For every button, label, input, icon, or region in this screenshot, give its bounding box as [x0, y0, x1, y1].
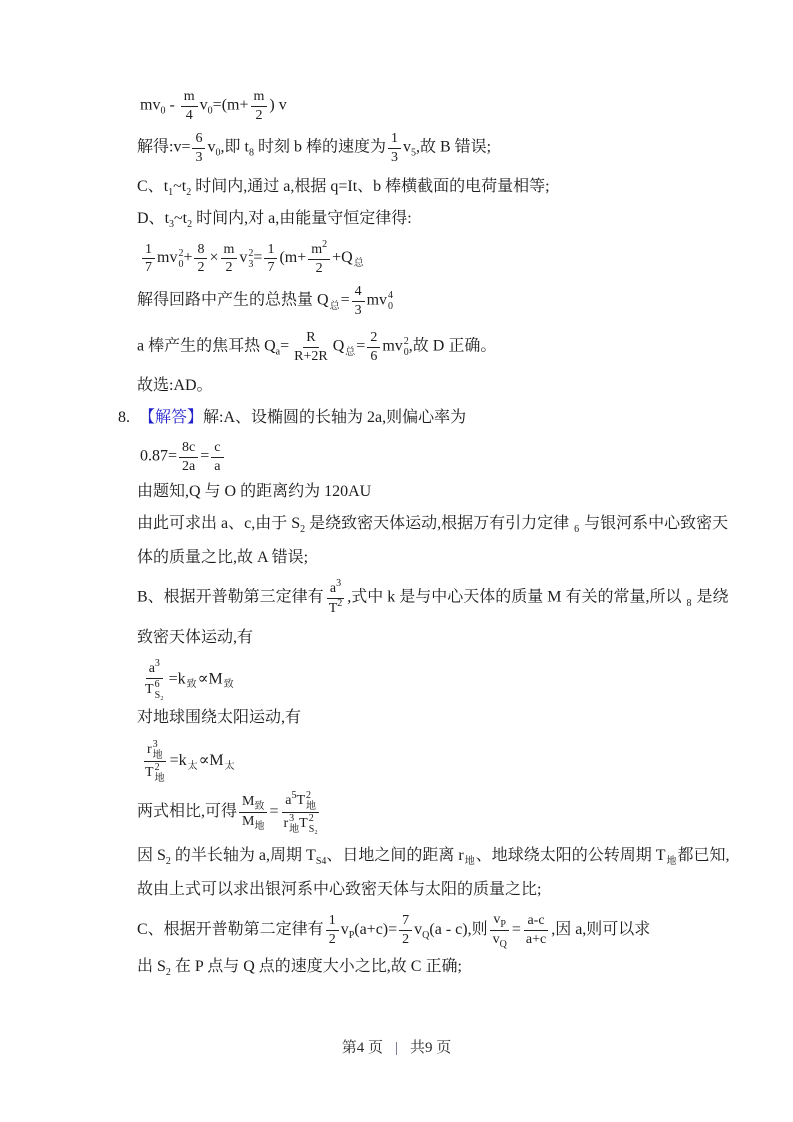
text-line: 由题知,Q 与 O 的距离约为 120AU — [137, 483, 372, 500]
subscript: 0 — [215, 147, 221, 159]
subscript: 0 — [207, 105, 213, 117]
subscript: 2 — [187, 219, 193, 230]
subscript: 5 — [410, 147, 416, 159]
subscript: 2 — [186, 187, 192, 198]
footer-page-number: 第4 页 — [341, 1040, 383, 1056]
fraction-numerator: $a^5T$ 2 地 — [282, 790, 319, 813]
fraction — [308, 240, 330, 277]
fraction-denominator: $T^2$ — [328, 597, 343, 616]
text-line: 体的质量之比,故 A 错误; — [137, 549, 309, 566]
subscript: 2 — [165, 855, 171, 867]
fraction-numerator: 1 — [326, 912, 339, 931]
fraction — [194, 241, 207, 277]
subscript: 0 — [160, 105, 166, 117]
fraction — [326, 912, 339, 948]
subscript: 2 — [165, 966, 171, 978]
fraction — [221, 241, 238, 277]
subscript: S4 — [315, 855, 327, 867]
fraction-denominator: 4 — [185, 107, 193, 123]
fraction-numerator: 6 — [192, 130, 205, 149]
fraction-denominator: 3 — [195, 149, 203, 165]
page-footer — [0, 1036, 793, 1057]
sup-sub-stack: 2 3 — [248, 247, 254, 270]
subscript: a — [275, 346, 281, 358]
supscript: 5 — [291, 789, 297, 801]
fraction-denominator: R+2R — [294, 348, 328, 364]
supscript: 2 — [337, 597, 343, 609]
text-line: 对地球围绕太阳运动,有 — [137, 708, 302, 726]
fraction-denominator: 2 — [197, 260, 205, 275]
subscript: 致 — [254, 800, 265, 812]
fraction-denominator: T 2 地 — [145, 761, 165, 784]
fraction — [326, 579, 346, 617]
text-line: C、根据开普勒第二定律有 $\frac{1}{2}$ $v_P(a+c)=$ $\frac{7}{2}$ $v_Q(a - c)$,则 $\frac{v_P}{v_Q}$ = $\frac{a-c}{a+c}$ ,因 a,则可以求 — [137, 911, 651, 950]
formula-line: $\frac{1}{7}$ mv 2 0 + $\frac{8}{2}$ × $\frac{m}{2}$ v 2 3 = $\frac{1}{7}$ (m+ $\frac{m^2}{2}$ $+Q_总$ — [140, 240, 693, 277]
fraction-numerator: c — [211, 439, 223, 458]
fraction — [179, 439, 198, 475]
text-line: a 棒产生的焦耳热 $Q_a=$ $\frac{R}{R+2R}$ $Q_总=$ $\frac{2}{6}$ mv 2 0 ,故 D 正确。 — [137, 330, 497, 364]
small-subscript-char: 致 — [223, 679, 234, 691]
subscript: P — [500, 918, 506, 930]
fraction-numerator: 4 — [352, 283, 365, 302]
subscript: 8 — [248, 147, 254, 159]
sup-sub-stack: 6 S₂ — [154, 678, 164, 701]
sup-sub-stack: 2 0 — [178, 247, 184, 270]
fraction-numerator: $a^3$ — [327, 579, 344, 599]
formula-line: 0.87= $\frac{8c}{2a}$ = $\frac{c}{a}$ — [140, 439, 693, 475]
sup-sub-stack: 4 0 — [388, 290, 394, 312]
fraction — [142, 739, 168, 784]
numbered-item-line: 8. 【解答】解:A、设椭圆的长轴为 2a,则偏心率为 — [118, 407, 693, 429]
subscript: Q — [499, 938, 507, 950]
fraction-numerator: $v_P$ — [490, 911, 509, 931]
fraction-numerator: $m^2$ — [308, 240, 330, 260]
fraction-denominator: 2 — [315, 260, 323, 276]
text-line: 由此可求出 a、c,由于 $S_2$ 是绕致密天体运动,根据万有引力定律 $_6$ 与银河系中心致密天 — [137, 515, 729, 535]
fraction-denominator: 2 — [255, 107, 263, 123]
fraction — [142, 241, 155, 277]
subscript: 地 — [254, 820, 265, 832]
fraction-denominator: r 3 地 T 2 S₂ — [283, 812, 318, 835]
fraction-denominator: T 6 S₂ — [145, 678, 164, 701]
sup-sub-stack: 2 S₂ — [308, 812, 318, 835]
subscript: P — [348, 929, 355, 941]
fraction-denominator: $v_Q$ — [492, 931, 507, 950]
supscript: 3 — [336, 578, 342, 589]
fraction-numerator: 1 — [388, 130, 401, 149]
fraction — [399, 912, 412, 948]
text-line: 两式相比,可得 $\frac{M_致}{M_地}$ = $a^5T$ 2 地 r 3 地 T 2 S₂ — [137, 790, 693, 835]
footer-separator: | — [394, 1040, 398, 1056]
text-line: 因 $S_2$ 的半长轴为 a,周期 $T_{S4}$、日地之间的距离 $r_地$、地球绕太阳的公转周期 $T_地$都已知, — [137, 846, 730, 867]
fraction-numerator: r 3 地 — [144, 739, 166, 762]
small-subscript-char: 总 — [329, 300, 340, 312]
sup-sub-stack: 3 地 — [289, 812, 300, 835]
fraction-numerator: 7 — [399, 912, 412, 931]
small-subscript-char: 太 — [224, 760, 235, 772]
fraction — [352, 283, 365, 319]
fraction-denominator: a+c — [525, 931, 547, 947]
fraction — [490, 911, 510, 950]
text-line: D、$t_3\sim t_2$ 时间内,对 a,由能量守恒定律得: — [137, 210, 412, 230]
fraction-numerator: m — [221, 241, 238, 260]
fraction-numerator: a-c — [524, 912, 547, 931]
text-line: 故选:AD。 — [137, 377, 213, 394]
text-line: C、$t_1\sim t_2$ 时间内,通过 a,根据 q=It、b 棒横截面的电荷量相等; — [137, 178, 550, 198]
sup-sub-stack: 2 地 — [154, 761, 165, 784]
sup-sub-stack: 2 地 — [306, 789, 317, 812]
small-subscript-char: 致 — [186, 679, 197, 691]
fraction — [523, 912, 549, 948]
fraction-denominator: 6 — [370, 348, 378, 364]
fraction-denominator: 3 — [390, 149, 398, 165]
fraction-numerator: $M_致$ — [239, 793, 267, 813]
small-subscript-char: 总 — [345, 346, 356, 358]
fraction-denominator: 2 — [402, 931, 410, 947]
fraction — [192, 130, 205, 166]
formula-line: r 3 地 T 2 地 $=k_太\propto M_太$ — [140, 739, 693, 784]
text-line: 解得:v= $\frac{6}{3}$ $v_0$,即 $t_8$ 时刻 b 棒的速度为 $\frac{1}{3}$ $v_5$,故 B 错误; — [137, 131, 492, 165]
fraction-denominator: 7 — [267, 260, 275, 275]
text-line: 解得回路中产生的总热量 $Q_总=$ $\frac{4}{3}$ mv 4 0 — [137, 284, 394, 318]
fraction — [281, 790, 321, 835]
supscript: 3 — [154, 658, 160, 669]
fraction-denominator: 2 — [328, 931, 336, 947]
fraction-denominator: a — [214, 458, 221, 474]
fraction-numerator: 8 — [194, 241, 207, 260]
small-subscript-char: 地 — [464, 855, 475, 867]
fraction-numerator: m — [181, 88, 198, 107]
fraction-numerator: $a^3$ — [146, 659, 163, 679]
fraction — [142, 659, 167, 701]
formula-line: $mv_0$ - $\frac{m}{4}$ $v_0=(m+$ $\frac{m}{2}$ ) v — [140, 89, 287, 123]
fraction — [251, 88, 268, 124]
small-subscript-char: 太 — [187, 760, 198, 772]
fraction — [388, 130, 401, 166]
fraction-denominator: 2a — [182, 458, 196, 474]
fraction-numerator: R — [303, 329, 318, 348]
fraction-denominator: 7 — [145, 260, 152, 275]
subscript: 3 — [169, 219, 175, 230]
highlighted-text: 【解答】 — [139, 409, 204, 426]
text-line: B、根据开普勒第三定律有 $\frac{a^3}{T^2}$ ,式中 k 是与中心天体的质量 M 有关的常量,所以 $_8$ 是绕 — [137, 578, 729, 616]
fraction-denominator: $M_地$ — [242, 813, 265, 832]
sup-sub-stack: 3 地 — [152, 738, 163, 761]
fraction-denominator: 2 — [225, 260, 233, 275]
fraction-numerator: 1 — [264, 241, 277, 260]
text-line: 出 $S_2$ 在 P 点与 Q 点的速度大小之比,故 C 正确; — [137, 957, 462, 978]
fraction-denominator: 3 — [354, 302, 362, 318]
text-line: 故由上式可以求出银河系中心致密天体与太阳的质量之比; — [137, 880, 542, 898]
sup-sub-stack: 2 0 — [403, 336, 409, 358]
fraction — [239, 793, 267, 832]
small-subscript-char: 8 — [686, 597, 692, 609]
fraction-numerator: 1 — [142, 241, 155, 260]
fraction — [211, 439, 223, 475]
fraction-numerator: m — [251, 88, 268, 107]
subscript: 2 — [300, 524, 306, 535]
small-subscript-char: 地 — [666, 855, 677, 867]
small-subscript-char: 总 — [353, 258, 364, 270]
subscript: Q — [422, 929, 430, 941]
text-line: 致密天体运动,有 — [137, 629, 254, 646]
subscript: 1 — [168, 187, 174, 198]
fraction — [291, 329, 331, 365]
fraction — [181, 88, 198, 124]
fraction — [367, 329, 380, 365]
item-number: 8. — [118, 409, 130, 426]
fraction-numerator: 2 — [367, 329, 380, 348]
footer-total-pages: 共9 页 — [410, 1040, 452, 1056]
formula-line: $a^3$ T 6 S₂ $=k_致\propto M_致$ — [140, 659, 693, 701]
fraction-numerator: 8c — [179, 439, 198, 458]
supscript: 2 — [322, 239, 328, 250]
small-subscript-char: 6 — [574, 524, 580, 535]
fraction — [264, 241, 277, 277]
